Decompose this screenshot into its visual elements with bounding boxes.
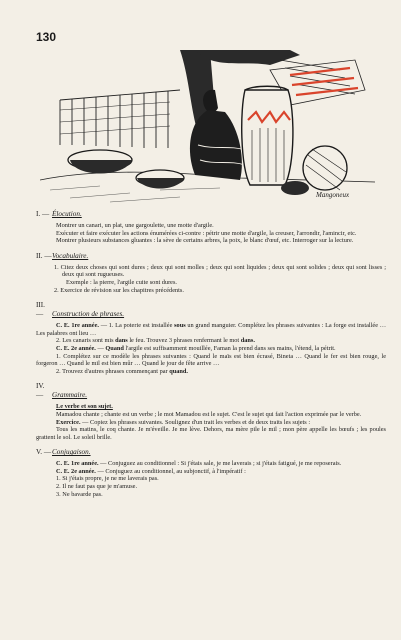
illustrator-signature: Mangoneux [316, 191, 350, 199]
grammar-subtitle: Le verbe et son sujet. [56, 403, 113, 411]
section-conjugaison [36, 448, 386, 498]
paragraph: Exécuter et faire exécuter les actions énumérées ci-contre : pétrir une motte d'argile, la creuser, l'arrondir, l'amincir, etc. [56, 229, 357, 237]
ce2-paragraph: C. E. 2e année. — Quand l'argile est suffisamment mouillée, Faman la prend dans ses mains, l'étend, la pétrit. [56, 344, 336, 352]
section-title: IV. — Grammaire. [36, 382, 88, 400]
section-title: III. — Construction de phrases. [36, 301, 125, 319]
ce2-item: 2. Trouvez d'autres phrases commençant par quand. [56, 367, 188, 375]
section-construction [36, 301, 386, 375]
lesson-content [36, 210, 386, 498]
exercise-item: 2. Il ne faut pas que je m'amuse. [56, 483, 138, 491]
ce1-paragraph: C. E. 1re année. — Conjuguez au conditionnel : Si j'étais sale, je me laverais ; si j'étais fatigué, je me reposerais. [56, 460, 342, 468]
exercise-item: 1. Citez deux choses qui sont dures ; deux qui sont molles ; deux qui sont liquides ; deux qui sont solides ; deux qui sont lisses ; deux qui sont rugueuses. [54, 263, 386, 279]
exercise-item: 3. Ne bavarde pas. [56, 490, 103, 498]
paragraph: Montrer un canari, un plat, une gargoulette, une motte d'argile. [56, 222, 214, 229]
paragraph: Tous les matins, le coq chante. Je m'éveille. Je me lève. Dehors, ma mère pile le mil ; mon père appelle les bœufs ; les poules grattent le sol. Le soleil brille. [36, 426, 386, 441]
page-number: 130 [36, 30, 57, 44]
exercise-item: 1. Si j'étais propre, je ne me laverais pas. [56, 475, 159, 483]
ce2-item: 1. Complétez sur ce modèle les phrases suivantes : Quand le maïs est bien écrasé, Bineta … Quand le fer est bien rouge, le forgeron … Quand le mil est bien mûr … Quand le jour de fête arrive … [36, 352, 386, 368]
potter-illustration [40, 50, 375, 210]
section-elocution [36, 210, 386, 245]
paragraph: Mamadou chante ; chante est un verbe ; le mot Mamadou est le sujet. C'est le sujet qui fait l'action exprimée par le verbe. [56, 410, 362, 418]
section-title: II. —Vocabulaire. [36, 251, 89, 260]
section-title: I. — Élocution. [36, 210, 82, 218]
section-vocabulaire [36, 252, 386, 294]
ce1-paragraph: C. E. 1re année. — 1. La poterie est installée sous un grand manguier. Complétez les phrases suivantes : La forge est installée … Les palabres ont lieu … [36, 322, 387, 337]
section-grammaire [36, 382, 386, 441]
exercise-item: 2. Exercice de révision sur les chapitres précédents. [54, 286, 184, 294]
ce1-item: 2. Les canaris sont mis dans le feu. Trouvez 3 phrases renfermant le mot dans. [56, 337, 255, 345]
example-line: Exemple : la pierre, l'argile cuite sont dures. [66, 278, 178, 286]
section-title: V. —Conjugaison. [36, 448, 91, 457]
exercise-paragraph: Exercice. — Copiez les phrases suivantes. Soulignez d'un trait les verbes et de deux traits les sujets : [56, 418, 311, 426]
ce2-paragraph: C. E. 2e année. — Conjuguez au conditionnel, au subjonctif, à l'impératif : [56, 467, 246, 475]
paragraph: Montrer plusieurs substances gluantes : la sève de certains arbres, la poix, le blanc d'œuf, etc. Interroger sur la lecture. [56, 237, 354, 245]
